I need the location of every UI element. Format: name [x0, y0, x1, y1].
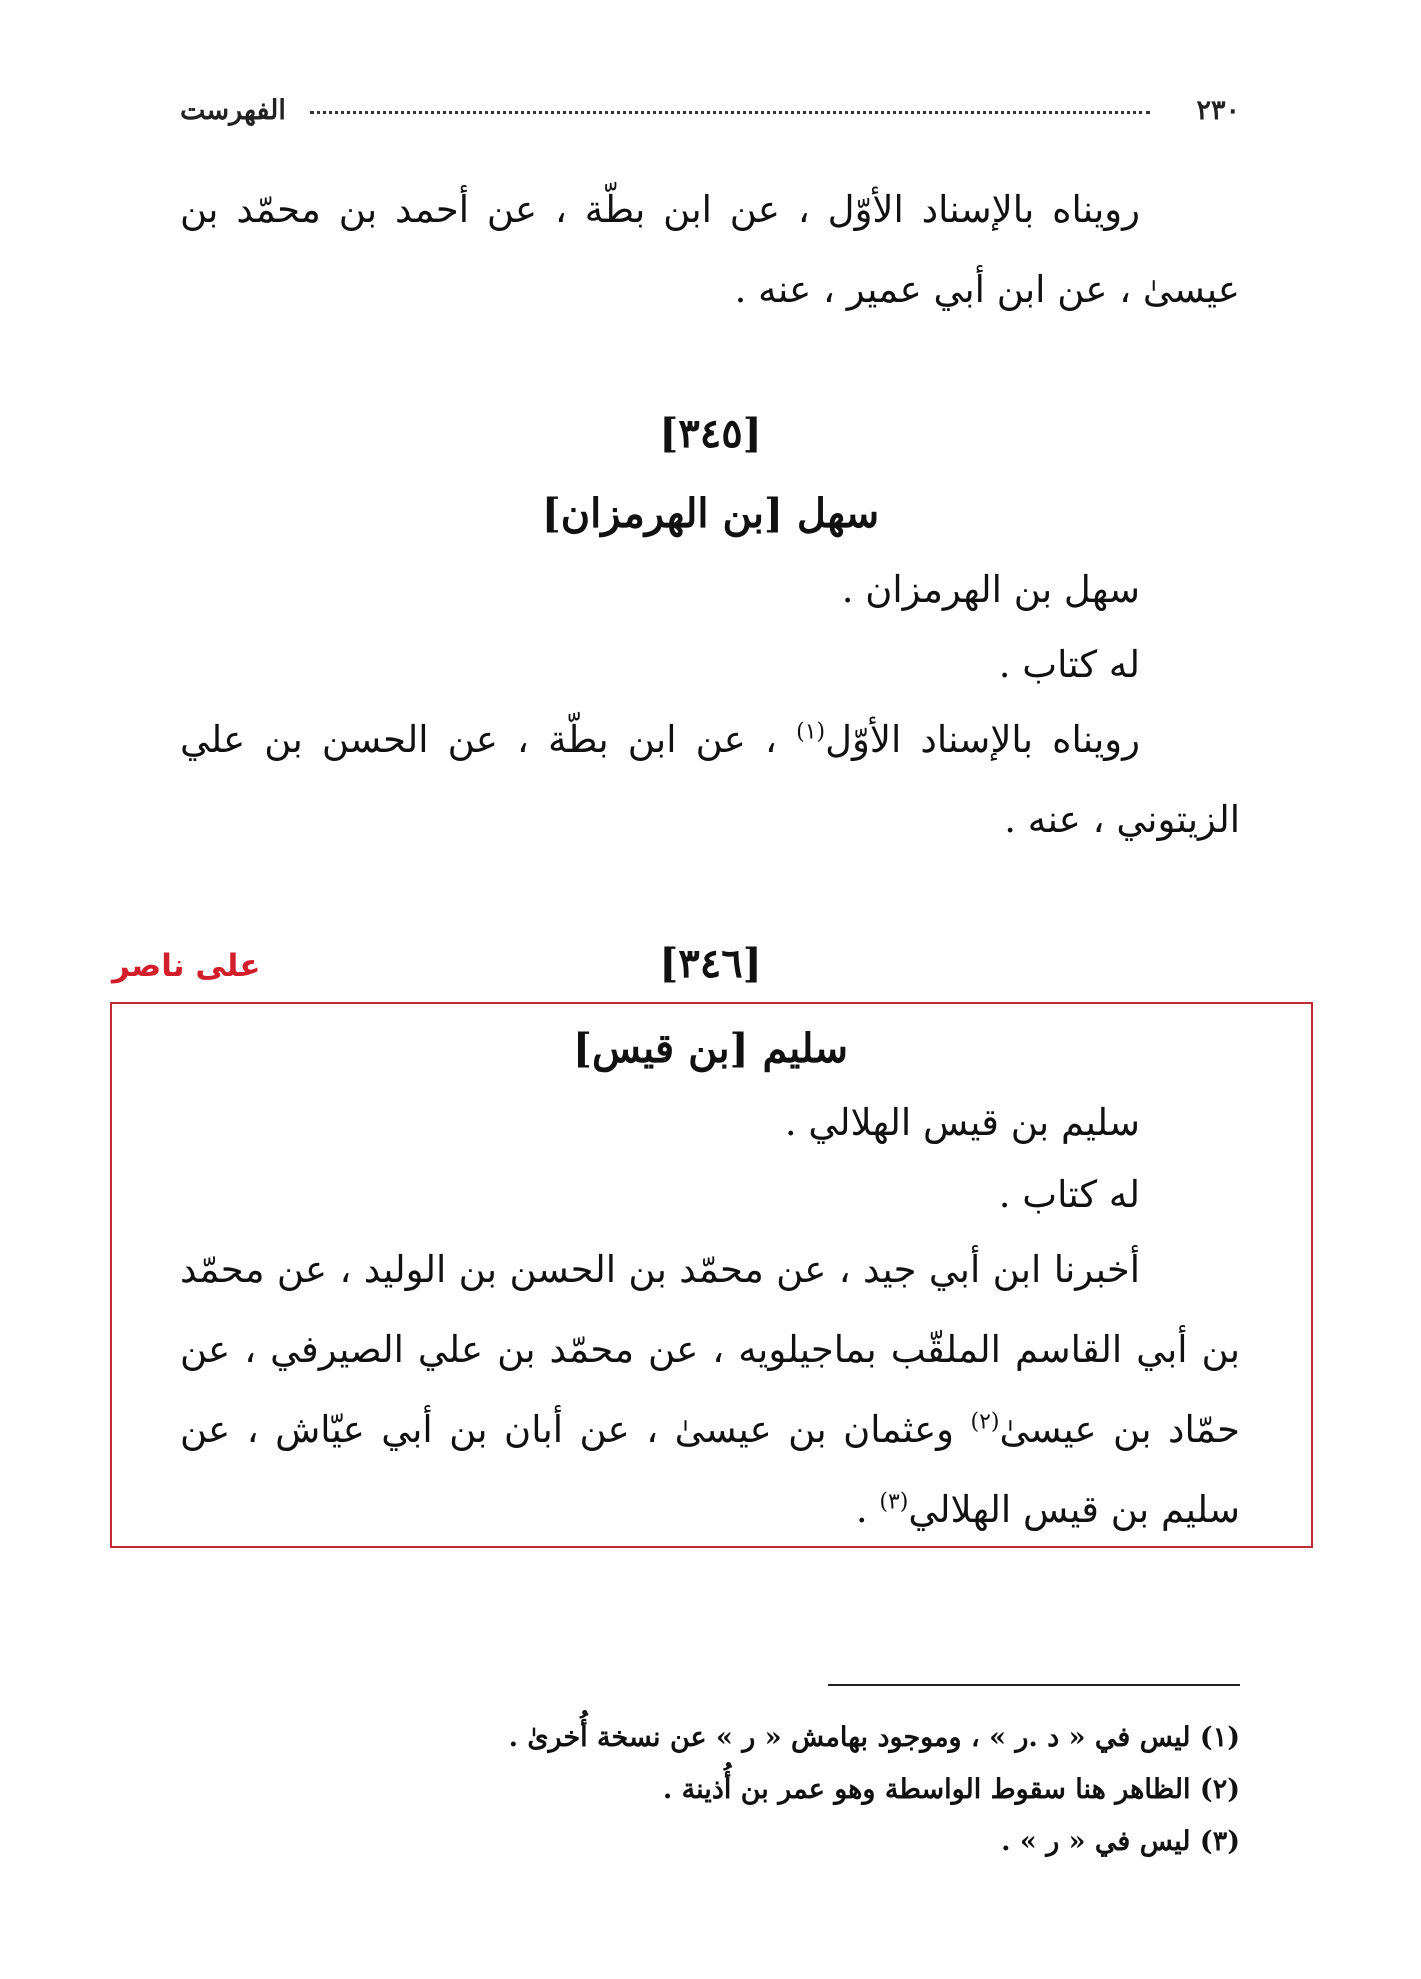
entry-346-name-line: سليم بن قيس الهلالي . [784, 1101, 1140, 1144]
isnad-end: . [855, 1488, 868, 1531]
entry-346-book-line: له كتاب . [998, 1173, 1140, 1216]
entry-number-345: [٣٤٥] [659, 410, 762, 457]
footnote-marker-2: (٢) [970, 1409, 1000, 1435]
top-paragraph: رويناه بالإسناد الأوّل ، عن ابن بطّة ، عن أحمد بن محمّد بن عيسىٰ ، عن ابن أبي عمير ، عنه . [180, 188, 1240, 311]
isnad-text-continued: ، عن ابن بطّة ، عن الحسن بن علي الزيتوني ، عنه . [180, 718, 1240, 841]
footnote-marker-1: (١) [796, 719, 826, 745]
entry-title-346: سليم [بن قيس] [573, 1025, 848, 1072]
entry-number-346: [٣٤٦] [659, 940, 762, 987]
footnote-2: (٢) الظاهر هنا سقوط الواسطة وهو عمر بن أُذينة . [662, 1774, 1240, 1805]
entry-345-name-line: سهل بن الهرمزان . [841, 568, 1140, 611]
red-annotation: على ناصر [112, 948, 261, 984]
entry-346-isnad [180, 1230, 1240, 1550]
isnad-text: أخبرنا ابن أبي جيد ، عن محمّد بن الحسن بن الوليد ، عن محمّد بن أبي القاسم الملقّب بماجيلويه ، عن محمّد بن علي الصيرفي ، عن حمّاد بن عيسىٰ [180, 1248, 1240, 1451]
footnote-3: (٣) ليس في « ر » . [1001, 1826, 1240, 1857]
entry-345-book-line: له كتاب . [998, 643, 1140, 686]
entry-345-isnad [180, 700, 1240, 860]
book-title: الفهرست [180, 95, 286, 126]
footnote-1: (١) ليس في « د .ر » ، وموجود بهامش « ر » عن نسخة أُخرىٰ . [508, 1722, 1240, 1753]
page-number: ٢٣٠ [1196, 95, 1240, 126]
page-header [180, 95, 1240, 135]
footnote-separator [828, 1684, 1240, 1686]
footnote-marker-3: (٣) [879, 1489, 909, 1515]
isnad-text-continued: وعثمان بن عيسىٰ ، عن أبان بن أبي عيّاش ، عن سليم بن قيس الهلالي [180, 1408, 1240, 1531]
isnad-text: رويناه بالإسناد الأوّل [825, 718, 1140, 761]
entry-title-345: سهل [بن الهرمزان] [541, 490, 880, 537]
header-dot-leader [310, 111, 1150, 114]
